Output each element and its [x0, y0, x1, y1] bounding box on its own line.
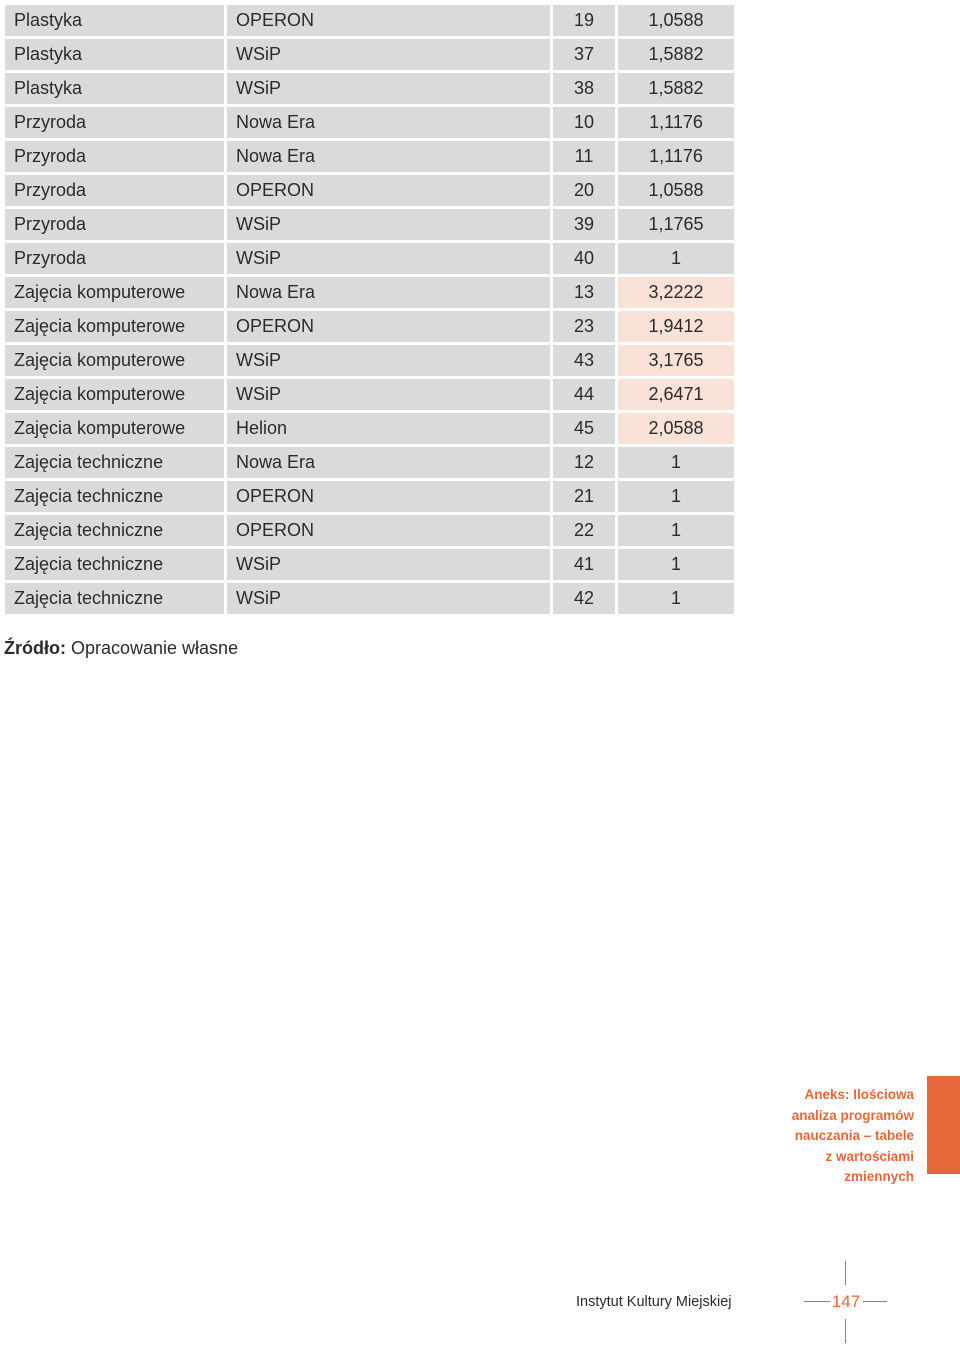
value-cell: 1	[618, 481, 734, 512]
publisher-cell: WSiP	[227, 39, 550, 70]
value-cell: 1	[618, 243, 734, 274]
publisher-cell: Helion	[227, 413, 550, 444]
subject-cell: Zajęcia techniczne	[5, 515, 224, 546]
number-cell: 43	[553, 345, 615, 376]
value-cell: 2,6471	[618, 379, 734, 410]
publisher-cell: OPERON	[227, 5, 550, 36]
section-caption	[714, 1085, 914, 1188]
publisher-cell: OPERON	[227, 481, 550, 512]
table-row	[5, 515, 734, 546]
publisher-cell: Nowa Era	[227, 107, 550, 138]
value-cell: 3,1765	[618, 345, 734, 376]
value-cell: 2,0588	[618, 413, 734, 444]
subject-cell: Zajęcia techniczne	[5, 447, 224, 478]
source-text: Opracowanie własne	[65, 638, 239, 658]
number-cell: 23	[553, 311, 615, 342]
page-number-rule-top	[845, 1261, 846, 1285]
number-cell: 21	[553, 481, 615, 512]
subject-cell: Przyroda	[5, 243, 224, 274]
table-row	[5, 379, 734, 410]
publisher-cell: OPERON	[227, 515, 550, 546]
publisher-cell: WSiP	[227, 549, 550, 580]
number-cell: 38	[553, 73, 615, 104]
section-caption-line: z wartościami	[825, 1148, 914, 1164]
publisher-cell: WSiP	[227, 345, 550, 376]
source-label: Źródło:	[4, 638, 66, 658]
publisher-cell: Nowa Era	[227, 141, 550, 172]
number-cell: 13	[553, 277, 615, 308]
table-row	[5, 311, 734, 342]
publisher-cell: Nowa Era	[227, 447, 550, 478]
table-row	[5, 5, 734, 36]
value-cell: 1	[618, 515, 734, 546]
value-cell: 1,5882	[618, 73, 734, 104]
table-row	[5, 243, 734, 274]
subject-cell: Zajęcia techniczne	[5, 549, 224, 580]
subject-cell: Przyroda	[5, 209, 224, 240]
number-cell: 44	[553, 379, 615, 410]
section-caption-line: nauczania – tabele	[794, 1128, 914, 1144]
subject-cell: Zajęcia komputerowe	[5, 311, 224, 342]
table-row	[5, 141, 734, 172]
publisher-cell: WSiP	[227, 209, 550, 240]
table-row	[5, 447, 734, 478]
table-row	[5, 481, 734, 512]
publisher-cell: Nowa Era	[227, 277, 550, 308]
subject-cell: Plastyka	[5, 5, 224, 36]
value-cell: 1,0588	[618, 5, 734, 36]
number-cell: 20	[553, 175, 615, 206]
number-cell: 40	[553, 243, 615, 274]
value-cell: 1,0588	[618, 175, 734, 206]
section-caption-line: zmiennych	[844, 1169, 914, 1185]
publisher-cell: WSiP	[227, 243, 550, 274]
table-row	[5, 107, 734, 138]
publisher-cell: WSiP	[227, 73, 550, 104]
number-cell: 37	[553, 39, 615, 70]
table-row	[5, 209, 734, 240]
subject-cell: Plastyka	[5, 73, 224, 104]
number-cell: 41	[553, 549, 615, 580]
subject-cell: Zajęcia komputerowe	[5, 379, 224, 410]
publisher-cell: WSiP	[227, 583, 550, 614]
value-cell: 1,1176	[618, 107, 734, 138]
subject-cell: Zajęcia komputerowe	[5, 345, 224, 376]
page-number-rule-right	[863, 1301, 887, 1302]
value-cell: 1,9412	[618, 311, 734, 342]
publisher-cell: OPERON	[227, 175, 550, 206]
value-cell: 1	[618, 549, 734, 580]
number-cell: 45	[553, 413, 615, 444]
section-caption-line: analiza programów	[791, 1107, 914, 1123]
source-note	[4, 637, 238, 659]
table-row	[5, 583, 734, 614]
subject-cell: Plastyka	[5, 39, 224, 70]
table-row	[5, 277, 734, 308]
value-cell: 3,2222	[618, 277, 734, 308]
subject-cell: Przyroda	[5, 175, 224, 206]
table-row	[5, 549, 734, 580]
subject-cell: Zajęcia techniczne	[5, 481, 224, 512]
table-row	[5, 413, 734, 444]
table-row	[5, 345, 734, 376]
value-cell: 1	[618, 583, 734, 614]
number-cell: 42	[553, 583, 615, 614]
value-cell: 1,1176	[618, 141, 734, 172]
number-cell: 11	[553, 141, 615, 172]
footer-organization: Instytut Kultury Miejskiej	[576, 1294, 732, 1310]
number-cell: 22	[553, 515, 615, 546]
table-row	[5, 39, 734, 70]
table-body	[5, 5, 734, 614]
subject-cell: Przyroda	[5, 107, 224, 138]
section-tab-marker	[927, 1076, 960, 1174]
subject-cell: Zajęcia komputerowe	[5, 277, 224, 308]
table-row	[5, 175, 734, 206]
number-cell: 19	[553, 5, 615, 36]
table-row	[5, 73, 734, 104]
data-table	[2, 2, 737, 617]
subject-cell: Zajęcia techniczne	[5, 583, 224, 614]
section-caption-line: Aneks: Ilościowa	[804, 1087, 914, 1102]
subject-cell: Zajęcia komputerowe	[5, 413, 224, 444]
page-number-rule-bottom	[845, 1319, 846, 1343]
subject-cell: Przyroda	[5, 141, 224, 172]
publisher-cell: OPERON	[227, 311, 550, 342]
value-cell: 1,1765	[618, 209, 734, 240]
number-cell: 39	[553, 209, 615, 240]
page-number: 147	[831, 1292, 861, 1311]
publisher-cell: WSiP	[227, 379, 550, 410]
number-cell: 10	[553, 107, 615, 138]
number-cell: 12	[553, 447, 615, 478]
value-cell: 1	[618, 447, 734, 478]
value-cell: 1,5882	[618, 39, 734, 70]
